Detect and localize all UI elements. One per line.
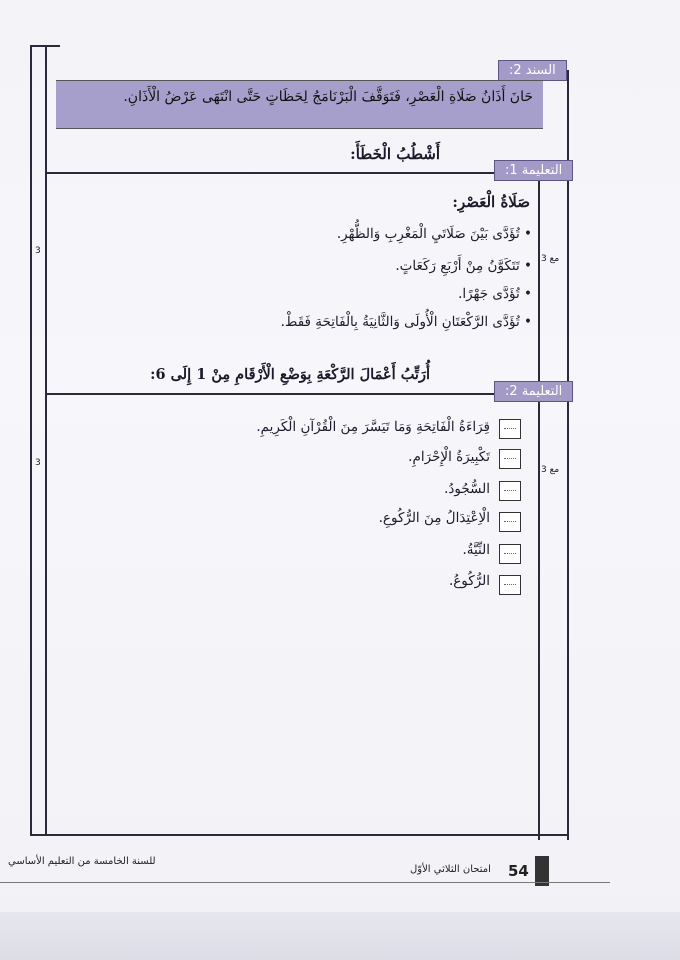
instruction2-item: الْاِعْتِدَالُ مِنَ الرُّكُوعِ.: [378, 510, 490, 526]
frame-margin-line: [45, 45, 47, 835]
instruction2-prompt: أُرَتِّبُ أَعْمَالَ الرَّكْعَةِ بِوَضْعِ الْأَرْقَامِ مِنْ 1 إِلَى 6:: [150, 366, 430, 383]
order-box[interactable]: [499, 512, 521, 532]
frame-bottom-line: [30, 834, 569, 836]
instruction1-item: • تُؤَدَّى جَهْرًا.: [458, 286, 532, 302]
instruction1-tab: التعليمة 1:: [494, 160, 573, 181]
instruction1-item: • تُؤَدَّى بَيْنَ صَلَاتَيِ الْمَغْرِبِ وَالظُّهْرِ.: [336, 226, 532, 242]
frame-criteria-line: [538, 180, 540, 840]
frame-left-line: [30, 45, 32, 835]
order-box[interactable]: [499, 419, 521, 439]
page-bottom-shadow: [0, 912, 680, 960]
stem-text: حَانَ أَذَانُ صَلَاةِ الْعَصْرِ، فَتَوَقَّفَ الْبَرْنَامَجُ لِحَظَاتٍ حَتَّى انْتَهَى عَرْضُ الْأَذَانِ.: [123, 89, 533, 105]
instruction1-criterion: مع 3: [541, 254, 560, 264]
footer-grade-level: للسنة الخامسة من التعليم الأساسي: [8, 856, 156, 867]
instruction2-tab: التعليمة 2:: [494, 381, 573, 402]
footer-exam-title: امتحان الثلاثي الأوّل: [410, 864, 491, 875]
instruction1-title: صَلَاةُ الْعَصْرِ:: [452, 193, 530, 211]
frame-right-line: [567, 70, 569, 840]
instruction1-score: 3: [35, 246, 41, 256]
instruction2-item: السُّجُودُ.: [444, 481, 490, 497]
page-number: 54: [508, 862, 529, 880]
order-box[interactable]: [499, 481, 521, 501]
instruction1-item: • تَتَكَوَّنُ مِنْ أَرْبَعِ رَكَعَاتٍ.: [395, 258, 532, 274]
instruction2-item: تَكْبِيرَةُ الْإِحْرَامِ.: [408, 449, 490, 465]
stem-banner: [56, 80, 543, 129]
order-box[interactable]: [499, 575, 521, 595]
instruction2-item: قِرَاءَةُ الْفَاتِحَةِ وَمَا تَيَسَّرَ مِنَ الْقُرْآنِ الْكَرِيمِ.: [256, 419, 490, 435]
instruction2-item: النِّيَّةُ.: [462, 542, 490, 558]
instruction2-criterion: مع 3: [541, 465, 560, 475]
instruction1-item: • تُؤَدَّى الرَّكْعَتَانِ الْأُولَى وَالثَّانِيَةُ بِالْفَاتِحَةِ فَقَطْ.: [280, 314, 532, 330]
stem-tab: السند 2:: [498, 60, 567, 81]
section1-separator: [45, 172, 568, 174]
instruction1-prompt: أَشْطُبُ الْخَطَأَ:: [350, 145, 440, 163]
frame-top-line: [30, 45, 60, 47]
instruction2-score: 3: [35, 458, 41, 468]
footer-rule: [0, 882, 610, 883]
instruction2-item: الرُّكُوعُ.: [448, 573, 490, 589]
order-box[interactable]: [499, 544, 521, 564]
order-box[interactable]: [499, 449, 521, 469]
section2-separator: [45, 393, 568, 395]
